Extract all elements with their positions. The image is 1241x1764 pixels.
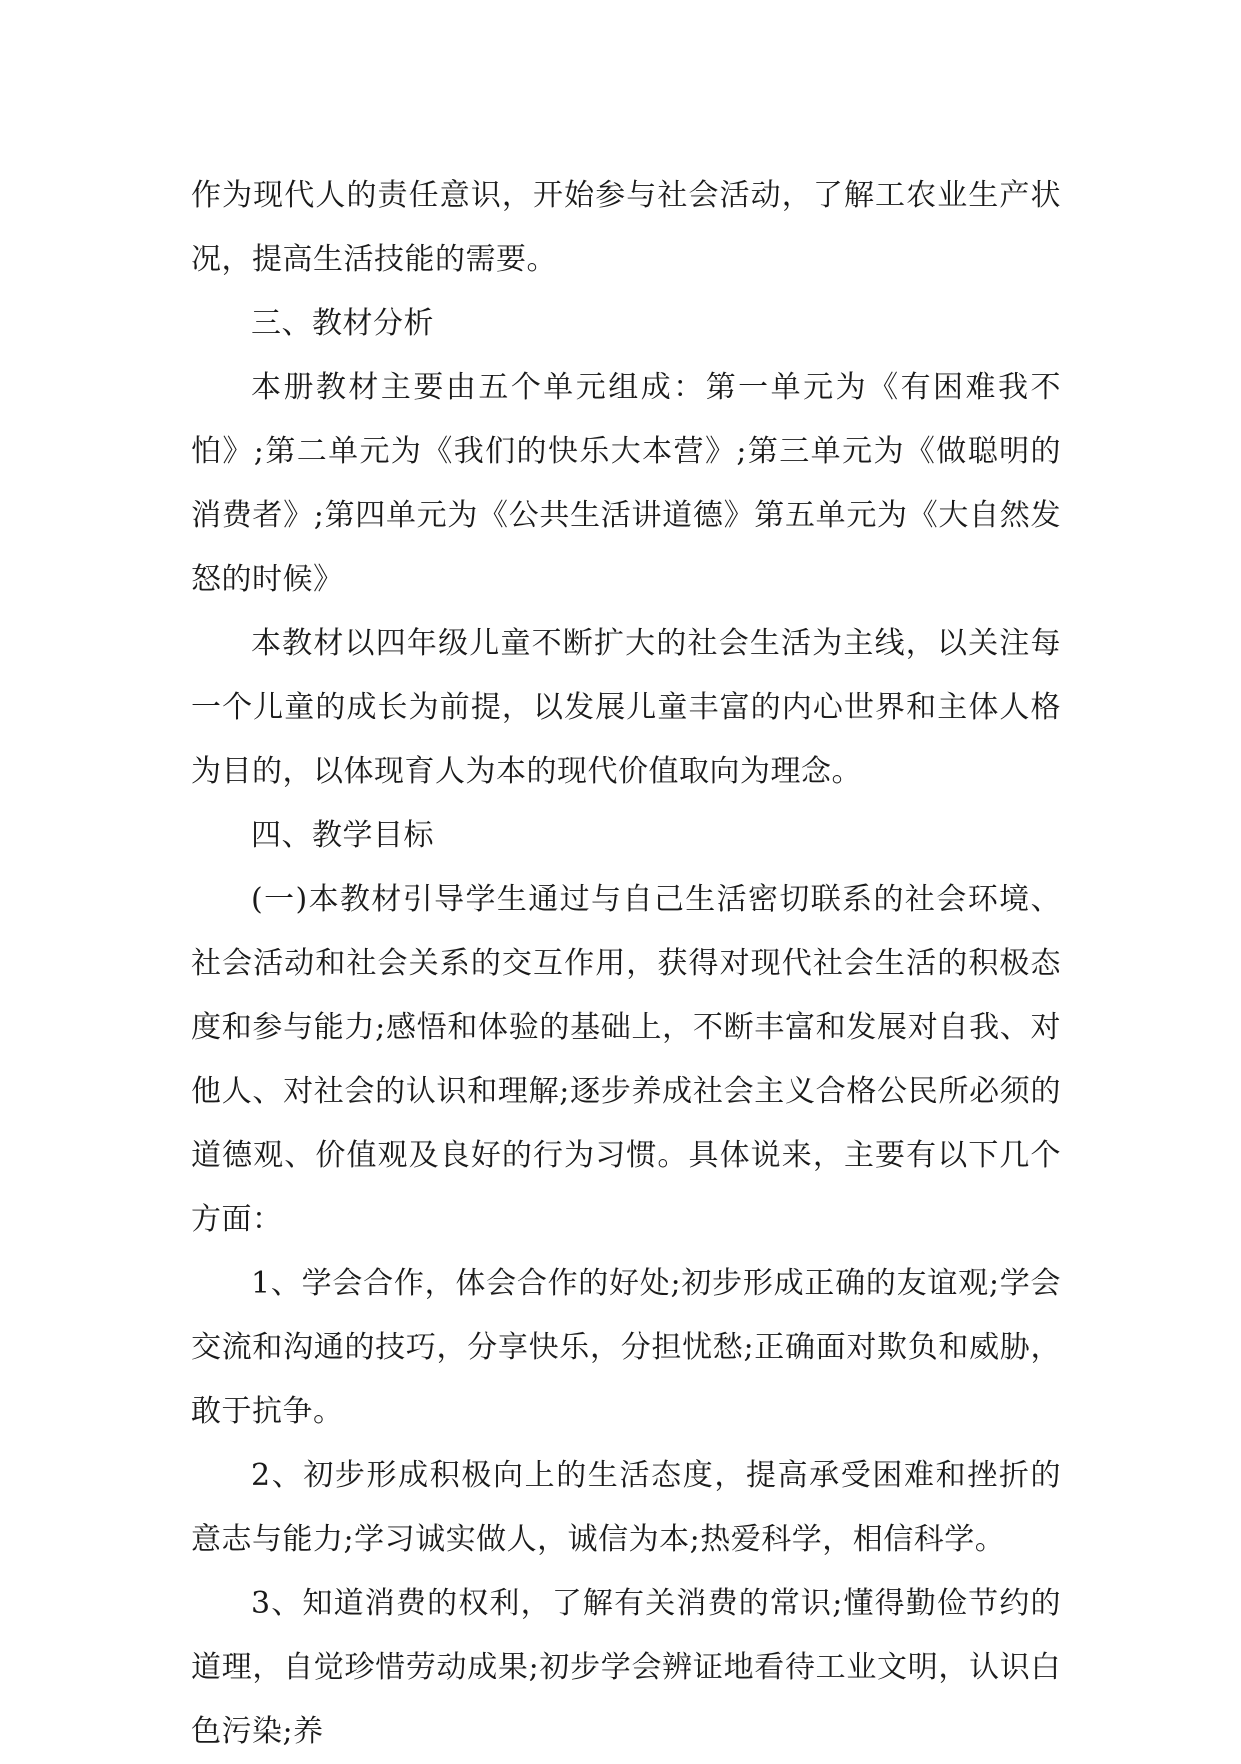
section-heading-textbook-analysis: 三、教材分析: [251, 306, 434, 341]
list-item-goal-3: 3、知道消费的权利，了解有关消费的常识;懂得勤俭节约的道理，自觉珍惜劳动成果;初步学会辨证地看待工业文明，认识白色污染;养: [191, 1586, 1061, 1749]
list-item-goal-2: 2、初步形成积极向上的生活态度，提高承受困难和挫折的意志与能力;学习诚实做人，诚信为本;热爱科学，相信科学。: [191, 1458, 1061, 1557]
list-item-goal-1: 1、学会合作，体会合作的好处;初步形成正确的友谊观;学会交流和沟通的技巧，分享快乐，分担忧愁;正确面对欺负和威胁，敢于抗争。: [191, 1266, 1061, 1429]
section-heading-teaching-goals: 四、教学目标: [251, 818, 434, 853]
paragraph-intro-continuation: 作为现代人的责任意识，开始参与社会活动，了解工农业生产状况，提高生活技能的需要。: [191, 178, 1061, 277]
paragraph-units: 本册教材主要由五个单元组成：第一单元为《有困难我不怕》;第二单元为《我们的快乐大本营》;第三单元为《做聪明的消费者》;第四单元为《公共生活讲道德》第五单元为《大自然发怒的时候》: [191, 370, 1061, 597]
paragraph-textbook-concept: 本教材以四年级儿童不断扩大的社会生活为主线，以关注每一个儿童的成长为前提，以发展儿童丰富的内心世界和主体人格为目的，以体现育人为本的现代价值取向为理念。: [191, 626, 1061, 789]
document-body: [191, 164, 1061, 1764]
paragraph-goals-overview: (一)本教材引导学生通过与自己生活密切联系的社会环境、社会活动和社会关系的交互作用，获得对现代社会生活的积极态度和参与能力;感悟和体验的基础上，不断丰富和发展对自我、对他人、对社会的认识和理解;逐步养成社会主义合格公民所必须的道德观、价值观及良好的行为习惯。具体说来，主要有以下几个方面：: [191, 882, 1061, 1237]
